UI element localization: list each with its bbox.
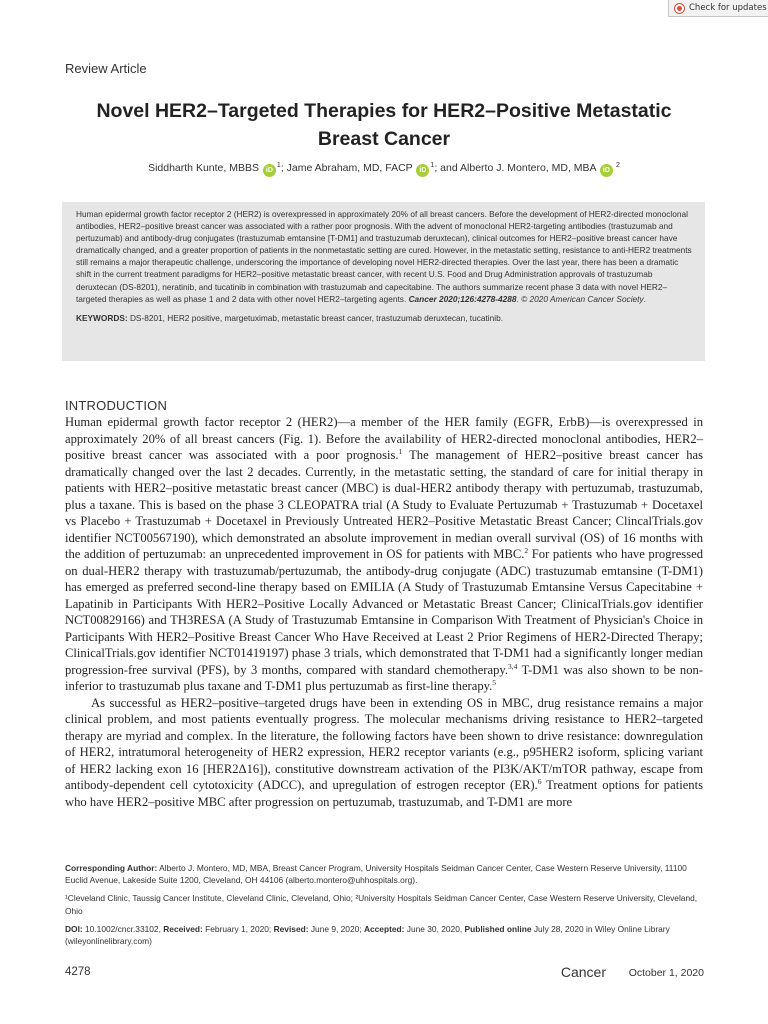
author-3-affiliation: 2 [616,162,620,169]
page-footer [65,966,704,982]
corresponding-author-note [65,862,703,886]
paragraph-2-text: As successful as HER2–positive–targeted drugs have been in extending OS in MBC, drug resistance remains a major clinical problem, and most patients eventually progress. The molecular mechanisms driving resistance to HER2–targeted therapy are myriad and complex. In the literature, the following factors have been shown to drive resistance: downregulation of HER2, intratumoral heterogeneity of HER2 expression, HER2 receptor variants (e.g., p95HER2 isoform, splicing variant of HER2 lacking exon 16 [HER2Δ16]), constitutive downstream activation of the PI3K/AKT/mTOR pathway, escape from antibody-dependent cell cytotoxicity (ADCC), and upregulation of estrogen receptor (ER). [65,695,703,792]
author-1: Siddharth Kunte, MBBS [148,162,259,174]
received-label: Received: [163,923,203,934]
doi-value[interactable]: 10.1002/cncr.33102, [82,923,164,934]
accepted-label: Accepted: [363,923,405,934]
check-for-updates-button[interactable] [668,0,768,17]
author-1-affiliation: 1 [276,162,281,169]
revised-date: June 9, 2020; [308,923,364,934]
revised-label: Revised: [273,923,309,934]
footnotes [65,862,703,953]
author-list [0,162,768,177]
title-line-1: Novel HER2–Targeted Therapies for HER2–Positive Metastatic [96,100,672,122]
publication-history [65,923,703,947]
issue-date: October 1, 2020 [628,967,704,979]
reference-link[interactable]: 3,4 [508,661,518,671]
accepted-date: June 30, 2020, [404,923,465,934]
abstract-citation: Cancer 2020;126:4278-4288 [408,293,517,304]
abstract-text: Human epidermal growth factor receptor 2 (HER2) is overexpressed in approximately 20% of all breast cancers. Before the development of HER2-directed monoclonal antibodies, HER2–positive breast cancer was associated with a rather poor prognosis. With the advent of monoclonal HER2-targeting antibodies (trastuzumab and pertuzumab) and antibody-drug conjugates (trastuzumab emtansine [T-DM1] and trastuzumab deruxtecan), clinical outcomes for HER2–positive breast cancer have dramatically changed, and a greater proportion of patients in the nonmetastatic setting are cured. However, in the metastatic setting, resistance to anti-HER2 treatments still remains a major therapeutic challenge, underscoring the importance of developing novel HER2-directed therapies. Over the last year, there has been a dramatic shift in the current treatment paradigms for HER2–positive metastatic breast cancer, with recent U.S. Food and Drug Administration approvals of trastuzumab deruxtecan (DS-8201), neratinib, and tucatinib in combination with trastuzumab and capecitabine. The authors summarize recent phase 3 data with novel HER2–targeted therapies as well as phase 1 and 2 data with other novel HER2–targeting agents. Cancer 2020;126:4278-4288. © 2020 American Cancer Society. [76,209,692,304]
reference-link[interactable]: 2 [524,545,529,555]
article-type: Review Article [65,61,147,76]
paragraph-2 [65,695,703,811]
paragraph-2-text: Treatment options for patients who have HER2–positive MBC after progression on pertuzumab, trastuzumab, and T-DM1 are more [65,778,703,809]
doi-label: DOI: [65,923,83,934]
affiliations-note: ¹Cleveland Clinic, Taussig Cancer Institute, Cleveland Clinic, Cleveland, Ohio; ²University Hospitals Seidman Cancer Center, Case Western Reserve University, Cleveland, Ohio [65,893,698,916]
body-text [65,414,703,810]
paragraph-1-text: T-DM1 was also shown to be non-inferior to trastuzumab plus taxane and T-DM1 plus pertuzumab as first-line therapy. [65,662,703,693]
abstract-box [62,202,705,361]
journal-name: Cancer [560,964,606,980]
page-number: 4278 [65,966,91,978]
reference-link[interactable]: 5 [492,677,497,687]
keywords-label: KEYWORDS: [76,312,128,323]
corresponding-author-label: Corresponding Author: [65,863,158,873]
keywords [76,312,692,324]
title-line-2: Breast Cancer [317,128,451,150]
received-date: February 1, 2020; [202,923,274,934]
article-title [50,97,718,153]
reference-link[interactable]: 1 [398,446,403,456]
crossmark-icon [674,3,685,14]
author-2-affiliation: 1 [430,162,435,169]
paragraph-1-text: The management of HER2–positive breast cancer has dramatically changed over the last 2 decades. Currently, in the metastatic setting, the standard of care for initial therapy in patients with HER2–positive metastatic breast cancer (MBC) is dual-HER2 antibody therapy with pertuzumab, trastuzumab, plus a taxane. This is based on the phase 3 CLEOPATRA trial (A Study to Evaluate Pertuzumab + Trastuzumab + Docetaxel vs Placebo + Trastuzumab + Docetaxel in Previously Untreated HER2–Positive Metastatic Breast Cancer; ClincalTrials.gov identifier NCT00567190), which demonstrated an absolute improvement in median overall survival (OS) of 16 months with the addition of pertuzumab: an unprecedented improvement in OS for patients with MBC. [65,448,704,561]
author-2: ; Jame Abraham, MD, FACP [280,162,413,174]
paragraph-1-text: For patients who have progressed on dual-HER2 therapy with trastuzumab/pertuzumab, the antibody-drug conjugate (ADC) trastuzumab emtansine (T-DM1) has emerged as preferred second-line therapy based on EMILIA (A Study of Trastuzumab Emtansine Versus Capecitabine + Lapatinib in Participants With HER2–Positive Locally Advanced or Metastatic Breast Cancer; ClinicalTrials.gov identifier NCT00829166) and TH3RESA (A Study of Trastuzumab Emtansine in Comparison With Treatment of Physician's Choice in Participants With HER2–Positive Breast Cancer Who Have Received at Least 2 Prior Regimens of HER2-Directed Therapy; ClinicalTrials.gov identifier NCT01419197) phase 3 trials, which demonstrated that T-DM1 had a significantly longer median progression-free survival (PFS), by 3 months, compared with standard chemotherapy. [65,547,703,677]
keywords-text: DS-8201, HER2 positive, margetuximab, metastatic breast cancer, trastuzumab deruxtecan, tucatinib. [129,312,504,323]
paragraph-1 [65,414,703,695]
abstract-body: Human epidermal growth factor receptor 2 (HER2) is overexpressed in approximately 20% of all breast cancers. Before the development of HER2-directed monoclonal antibodies, HER2–positive breast cancer was associated with a rather poor prognosis. With the advent of monoclonal HER2-targeting antibodies (trastuzumab and pertuzumab) and antibody-drug conjugates (trastuzumab emtansine [T-DM1] and trastuzumab deruxtecan), clinical outcomes for HER2–positive breast cancer have dramatically changed, and a greater proportion of patients in the nonmetastatic setting are cured. However, in the metastatic setting, resistance to anti-HER2 treatments still remains a major therapeutic challenge, underscoring the importance of developing novel HER2-directed therapies. Over the last year, there has been a dramatic shift in the current treatment paradigms for HER2–positive metastatic breast cancer, with recent U.S. Food and Drug Administration approvals of trastuzumab deruxtecan (DS-8201), neratinib, and tucatinib in combination with trastuzumab and capecitabine. The authors summarize recent phase 3 data with novel HER2–targeted therapies as well as phase 1 and 2 data with other novel HER2–targeting agents. [76,209,692,304]
check-for-updates-label: Check for updates [689,3,767,13]
orcid-icon[interactable]: iD [600,164,613,177]
paragraph-1-text: Human epidermal growth factor receptor 2 (HER2)—a member of the HER family (EGFR, ErbB)—is overexpressed in approximately 20% of all breast cancers (Fig. 1). Before the availability of HER2-directed monoclonal antibodies, HER2–positive breast cancer was associated with a poor prognosis. [65,415,703,462]
published-label: Published online [464,923,532,934]
published-date: July 28, 2020 in Wiley Online Library (wileyonlinelibrary.com) [65,923,670,947]
orcid-icon[interactable]: iD [263,164,276,177]
reference-link[interactable]: 6 [537,776,542,786]
section-heading-introduction: INTRODUCTION [65,398,168,413]
author-3: ; and Alberto J. Montero, MD, MBA [434,162,596,174]
abstract-copyright: © 2020 American Cancer Society [521,293,644,304]
corresponding-author-text: Alberto J. Montero, MD, MBA, Breast Cancer Program, University Hospitals Seidman Cancer Center, Case Western Reserve University, 11100 Euclid Avenue, Lakeside Suite 1200, Cleveland, OH 44106 (alberto.montero@uhhospitals.org). [65,863,687,886]
orcid-icon[interactable]: iD [416,164,429,177]
